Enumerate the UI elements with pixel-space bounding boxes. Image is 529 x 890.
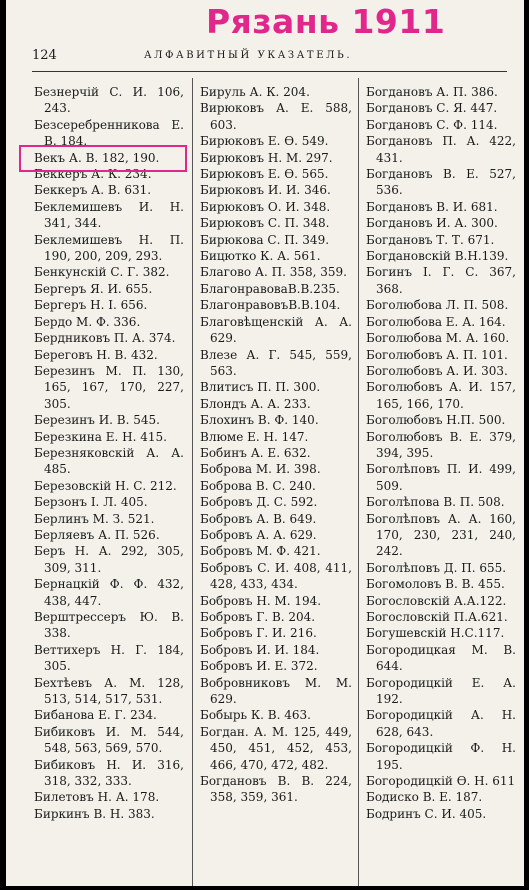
- index-column-1: [34, 84, 184, 822]
- index-entry: Бобровъ И. Е. 372.: [200, 659, 318, 674]
- index-entry: Вобровниковъ М. М. 629.: [200, 675, 352, 707]
- index-entry: Богородицкій Ф. Н. 195.: [366, 741, 516, 772]
- index-entry: Билетовъ Н. А. 178.: [34, 790, 160, 805]
- column-divider: [192, 78, 193, 886]
- index-entry: Бицютко К. А. 561.: [200, 249, 321, 264]
- index-entry: Бибанова Е. Г. 234.: [34, 708, 157, 723]
- index-entry: Бобровъ Г. В. 204.: [200, 610, 316, 624]
- index-entry: Бирюковъ Е. Ө. 549.: [200, 134, 329, 149]
- index-entry: Векъ А. В. 182, 190.: [34, 150, 160, 165]
- index-entry: Бодиско В. Е. 187.: [366, 790, 483, 805]
- index-entry: Боголюбовъ В. Е. 379, 394, 395.: [366, 429, 516, 460]
- index-entry: Боголюбовъ А. И. 303.: [366, 363, 508, 378]
- index-entry: Богородицкій Ѳ. Н. 611: [366, 774, 516, 789]
- index-entry: Бердо М. Ф. 336.: [34, 314, 141, 329]
- index-entry: Боброва М. И. 398.: [200, 462, 321, 477]
- index-column-3: [366, 84, 516, 822]
- left-frame-border: [0, 0, 6, 890]
- index-entry: Влюме Е. Н. 147.: [200, 429, 309, 444]
- index-entry: Бируль А. К. 204.: [200, 85, 310, 99]
- index-entry: Богородицкій А. Н. 628, 643.: [366, 708, 516, 739]
- index-entry: Бобровъ А. А. 629.: [200, 527, 317, 542]
- index-entry: Верштрессеръ Ю. В. 338.: [34, 610, 184, 641]
- index-entry: Влитисъ П. П. 300.: [200, 380, 321, 395]
- index-entry: Богословскій А.А.122.: [366, 593, 507, 608]
- index-entry: Боголюбовъ Н.П. 500.: [366, 413, 506, 428]
- bottom-frame-border: [0, 886, 529, 890]
- index-entry: Березкина Е. Н. 415.: [34, 429, 167, 444]
- overlay-title: Рязань 1911: [206, 2, 446, 41]
- index-column-2: [200, 84, 352, 806]
- page-heading: АЛФАВИТНЫЙ УКАЗАТЕЛЬ.: [144, 50, 353, 61]
- index-entry: Бобровъ М. Ф. 421.: [200, 544, 321, 559]
- index-entry: Бобинъ А. Е. 632.: [200, 445, 311, 460]
- index-entry: Богушевскій Н.С.117.: [366, 626, 505, 641]
- index-entry: Бирюкова С. П. 349.: [200, 232, 330, 247]
- index-entry: Боголюбовъ А. П. 101.: [366, 347, 508, 362]
- index-entry: Богдановъ Т. Т. 671.: [366, 232, 495, 247]
- index-entry: Боголюбова Е. А. 164.: [366, 314, 506, 329]
- index-entry: Боголѣповъ А. А. 160, 170, 230, 231, 240, 242.: [366, 511, 516, 559]
- index-entry: Бобровъ С. И. 408, 411, 428, 433, 434.: [200, 560, 352, 592]
- index-entry: Веттихеръ Н. Г. 184, 305.: [34, 642, 184, 674]
- index-entry: Берзонъ І. Л. 405.: [34, 495, 148, 510]
- index-entry: Бобровъ А. В. 649.: [200, 511, 317, 526]
- index-entry: Боголюбова Л. П. 508.: [366, 298, 509, 313]
- index-entry: Бернацкій Ф. Ф. 432, 438, 447.: [34, 577, 184, 608]
- index-entry: Богдановскій В.Н.139.: [366, 249, 509, 264]
- index-entry: Богдановъ В. Е. 527, 536.: [366, 167, 516, 198]
- index-entry: Богородицкій Е. А. 192.: [366, 675, 516, 707]
- index-entry: Богословскій П.А.621.: [366, 610, 508, 624]
- index-entry: Богородицкая М. В. 644.: [366, 642, 516, 674]
- index-entry: Безсеребренникова Е. В. 184.: [34, 117, 184, 149]
- index-entry: Беклемишевъ Н. П. 190, 200, 209, 293.: [34, 232, 184, 264]
- index-entry: Беклемишевъ И. Н. 341, 344.: [34, 199, 184, 231]
- index-entry: Берляевъ А. П. 526.: [34, 527, 160, 542]
- index-entry: Боброва В. С. 240.: [200, 478, 316, 493]
- index-entry: Богдан. А. М. 125, 449, 450, 451, 452, 453, 466, 470, 472, 482.: [200, 724, 352, 772]
- index-entry: Биркинъ В. Н. 383.: [34, 806, 155, 821]
- index-entry: Богдановъ А. П. 386.: [366, 85, 498, 99]
- index-entry: Бирюковъ Н. М. 297.: [200, 150, 333, 165]
- index-entry: Богдановъ С. Ф. 114.: [366, 117, 498, 132]
- index-entry: Бергеръ Н. І. 656.: [34, 298, 148, 313]
- index-entry: Благовѣщенскій А. А. 629.: [200, 314, 352, 346]
- index-entry: Бехтѣевъ А. М. 128, 513, 514, 517, 531.: [34, 675, 184, 707]
- page-number: 124: [32, 48, 57, 63]
- index-entry: Бирюковъ О. И. 348.: [200, 199, 331, 214]
- header-rule: [32, 71, 507, 72]
- index-entry: Бирюковъ Е. Ө. 565.: [200, 167, 329, 182]
- index-entry: Бирюковъ С. П. 348.: [200, 216, 330, 231]
- index-entry: Блохинъ В. Ф. 140.: [200, 413, 319, 428]
- right-frame-border: [524, 0, 529, 890]
- index-entry: Боголюбовъ А. И. 157, 165, 166, 170.: [366, 380, 516, 411]
- index-entry: Влезе А. Г. 545, 559, 563.: [200, 347, 352, 378]
- index-entry: Бибиковъ И. М. 544, 548, 563, 569, 570.: [34, 724, 184, 756]
- index-entry: Богинъ І. Г. С. 367, 368.: [366, 265, 516, 296]
- index-entry: Березинъ М. П. 130, 165, 167, 170, 227, 305.: [34, 363, 184, 411]
- index-entry: Бенкунскій С. Г. 382.: [34, 265, 170, 280]
- index-entry: Богдановъ В. И. 681.: [366, 199, 498, 214]
- index-entry: Березняковскій А. А. 485.: [34, 445, 184, 477]
- index-entry: Бобровъ И. И. 184.: [200, 642, 320, 657]
- index-entry: Безнерчій С. И. 106, 243.: [34, 85, 184, 116]
- column-divider: [358, 78, 359, 886]
- index-entry: Бибиковъ Н. И. 316, 318, 332, 333.: [34, 757, 184, 789]
- index-entry: Беккеръ А. К. 234.: [34, 167, 152, 182]
- index-entry: Благово А. П. 358, 359.: [200, 265, 347, 280]
- index-entry: Бобровъ Д. С. 592.: [200, 495, 318, 510]
- index-entry: Бирюковъ И. И. 346.: [200, 183, 331, 198]
- index-entry: Бобровъ Н. М. 194.: [200, 593, 322, 608]
- index-entry: Бодринъ С. И. 405.: [366, 806, 487, 821]
- index-entry: Берлинъ М. З. 521.: [34, 511, 155, 526]
- index-entry: Бергеръ Я. И. 655.: [34, 281, 153, 296]
- index-entry: Богдановъ С. Я. 447.: [366, 101, 498, 116]
- index-entry: Березовскій Н. С. 212.: [34, 478, 177, 493]
- index-entry: Березинъ И. В. 545.: [34, 413, 160, 428]
- index-entry: Боголѣповъ Д. П. 655.: [366, 560, 507, 575]
- index-entry: Богомоловъ В. В. 455.: [366, 577, 505, 592]
- index-entry: БлагонравоваВ.В.235.: [200, 281, 340, 296]
- index-entry: Вирюковъ А. Е. 588, 603.: [200, 101, 352, 132]
- index-entry: Блондъ А. А. 233.: [200, 396, 311, 411]
- index-entry: Боголѣпова В. П. 508.: [366, 495, 505, 510]
- page-header: [32, 48, 507, 68]
- index-entry: Бобырь К. В. 463.: [200, 708, 311, 723]
- index-entry: Беръ Н. А. 292, 305, 309, 311.: [34, 544, 184, 575]
- index-entry: Береговъ Н. В. 432.: [34, 347, 158, 362]
- index-entry: Боголѣповъ П. И. 499, 509.: [366, 462, 516, 493]
- highlight-box: [19, 145, 187, 172]
- index-entry: Богдановъ П. А. 422, 431.: [366, 134, 516, 165]
- index-entry: Бердниковъ П. А. 374.: [34, 331, 176, 346]
- index-entry: БлагонравовъВ.В.104.: [200, 298, 341, 313]
- index-entry: Бобровъ Г. И. 216.: [200, 626, 317, 641]
- index-entry: Богдановъ В. В. 224, 358, 359, 361.: [200, 774, 352, 805]
- index-entry: Беккеръ А. В. 631.: [34, 183, 152, 198]
- index-entry: Боголюбова М. А. 160.: [366, 331, 510, 346]
- index-entry: Богдановъ И. А. 300.: [366, 216, 498, 231]
